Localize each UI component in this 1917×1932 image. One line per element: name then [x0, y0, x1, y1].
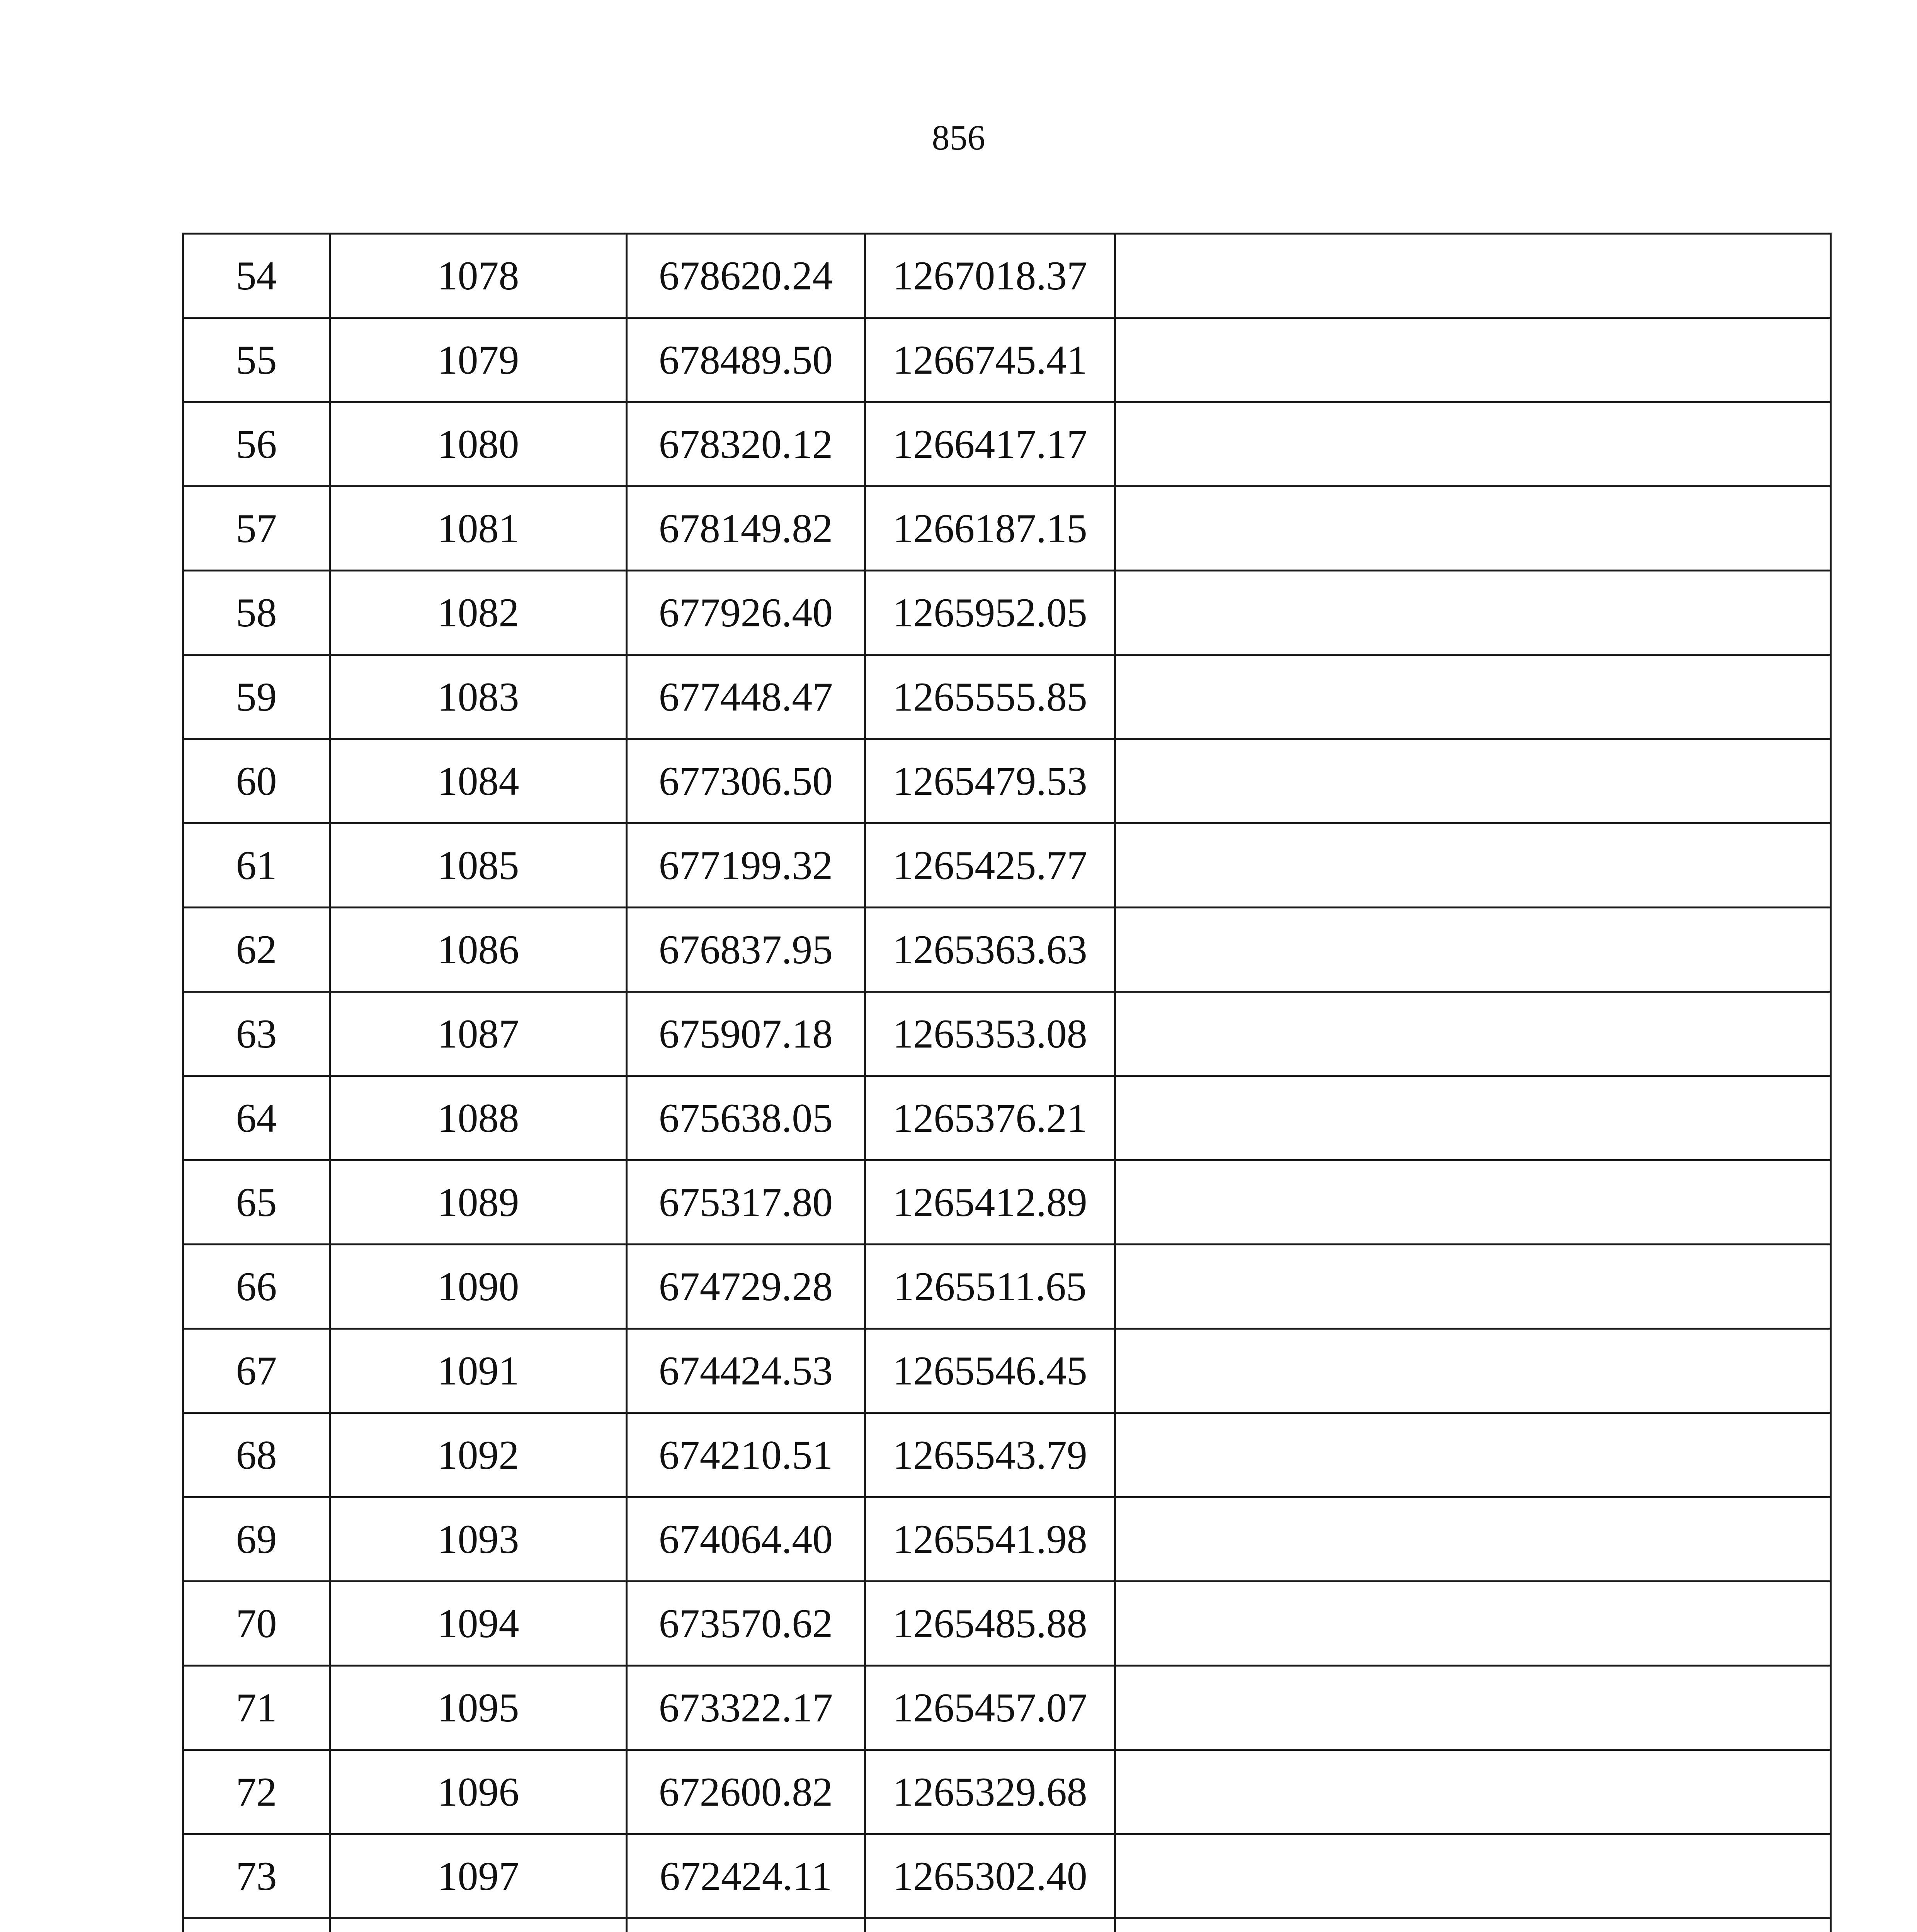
- point-number-cell: 1087: [330, 992, 627, 1076]
- table-row: [183, 1076, 1831, 1160]
- y-coordinate-cell: 1265302.40: [865, 1834, 1115, 1918]
- y-coordinate-cell: 1266187.15: [865, 486, 1115, 571]
- table-row: [183, 1834, 1831, 1918]
- point-number-cell: 1088: [330, 1076, 627, 1160]
- row-index-cell: 70: [183, 1582, 330, 1666]
- note-cell: [1115, 908, 1831, 992]
- note-cell: [1115, 1076, 1831, 1160]
- table-row: [183, 823, 1831, 908]
- note-cell: [1115, 1918, 1831, 1932]
- table-row: [183, 1750, 1831, 1834]
- y-coordinate-cell: 1265541.98: [865, 1497, 1115, 1582]
- x-coordinate-cell: [627, 1918, 865, 1932]
- note-cell: [1115, 1329, 1831, 1413]
- note-cell: [1115, 318, 1831, 402]
- row-index-cell: 62: [183, 908, 330, 992]
- row-index-cell: 64: [183, 1076, 330, 1160]
- x-coordinate-cell: 674729.28: [627, 1245, 865, 1329]
- table-row: [183, 486, 1831, 571]
- page-number: 856: [932, 118, 985, 157]
- row-index-cell: 60: [183, 739, 330, 823]
- point-number-cell: 1080: [330, 402, 627, 486]
- point-number-cell: 1095: [330, 1666, 627, 1750]
- row-index-cell: 63: [183, 992, 330, 1076]
- x-coordinate-cell: 673322.17: [627, 1666, 865, 1750]
- row-index-cell: 67: [183, 1329, 330, 1413]
- row-index-cell: 68: [183, 1413, 330, 1497]
- table-row: [183, 234, 1831, 318]
- x-coordinate-cell: 677306.50: [627, 739, 865, 823]
- table-row: [183, 1497, 1831, 1582]
- x-coordinate-cell: 675638.05: [627, 1076, 865, 1160]
- note-cell: [1115, 234, 1831, 318]
- y-coordinate-cell: [865, 1918, 1115, 1932]
- x-coordinate-cell: 673570.62: [627, 1582, 865, 1666]
- y-coordinate-cell: 1267018.37: [865, 234, 1115, 318]
- x-coordinate-cell: 678620.24: [627, 234, 865, 318]
- point-number-cell: 1090: [330, 1245, 627, 1329]
- row-index-cell: 59: [183, 655, 330, 739]
- point-number-cell: 1091: [330, 1329, 627, 1413]
- note-cell: [1115, 1497, 1831, 1582]
- table-row: [183, 655, 1831, 739]
- x-coordinate-cell: 678149.82: [627, 486, 865, 571]
- row-index-cell: 58: [183, 571, 330, 655]
- point-number-cell: 1079: [330, 318, 627, 402]
- note-cell: [1115, 1834, 1831, 1918]
- note-cell: [1115, 655, 1831, 739]
- note-cell: [1115, 1245, 1831, 1329]
- point-number-cell: [330, 1918, 627, 1932]
- note-cell: [1115, 571, 1831, 655]
- row-index-cell: 55: [183, 318, 330, 402]
- point-number-cell: 1081: [330, 486, 627, 571]
- row-index-cell: 65: [183, 1160, 330, 1245]
- note-cell: [1115, 1413, 1831, 1497]
- x-coordinate-cell: 674424.53: [627, 1329, 865, 1413]
- point-number-cell: 1083: [330, 655, 627, 739]
- row-index-cell: 73: [183, 1834, 330, 1918]
- point-number-cell: 1097: [330, 1834, 627, 1918]
- row-index-cell: 56: [183, 402, 330, 486]
- note-cell: [1115, 1160, 1831, 1245]
- row-index-cell: 71: [183, 1666, 330, 1750]
- y-coordinate-cell: 1265479.53: [865, 739, 1115, 823]
- y-coordinate-cell: 1265952.05: [865, 571, 1115, 655]
- x-coordinate-cell: 674064.40: [627, 1497, 865, 1582]
- note-cell: [1115, 486, 1831, 571]
- row-index-cell: 69: [183, 1497, 330, 1582]
- x-coordinate-cell: 678489.50: [627, 318, 865, 402]
- y-coordinate-cell: 1265363.63: [865, 908, 1115, 992]
- point-number-cell: 1086: [330, 908, 627, 992]
- y-coordinate-cell: 1265457.07: [865, 1666, 1115, 1750]
- coordinate-table-body: [183, 234, 1831, 1932]
- y-coordinate-cell: 1265546.45: [865, 1329, 1115, 1413]
- y-coordinate-cell: 1265353.08: [865, 992, 1115, 1076]
- point-number-cell: 1092: [330, 1413, 627, 1497]
- note-cell: [1115, 992, 1831, 1076]
- coordinate-table: [182, 233, 1832, 1932]
- row-index-cell: 72: [183, 1750, 330, 1834]
- x-coordinate-cell: 677926.40: [627, 571, 865, 655]
- y-coordinate-cell: 1265555.85: [865, 655, 1115, 739]
- table-row: [183, 1160, 1831, 1245]
- table-row: [183, 1413, 1831, 1497]
- point-number-cell: 1082: [330, 571, 627, 655]
- row-index-cell: 57: [183, 486, 330, 571]
- point-number-cell: 1084: [330, 739, 627, 823]
- x-coordinate-cell: 674210.51: [627, 1413, 865, 1497]
- row-index-cell: 66: [183, 1245, 330, 1329]
- point-number-cell: 1078: [330, 234, 627, 318]
- note-cell: [1115, 1582, 1831, 1666]
- y-coordinate-cell: 1265376.21: [865, 1076, 1115, 1160]
- y-coordinate-cell: 1265511.65: [865, 1245, 1115, 1329]
- point-number-cell: 1094: [330, 1582, 627, 1666]
- table-row: [183, 1582, 1831, 1666]
- x-coordinate-cell: 672600.82: [627, 1750, 865, 1834]
- x-coordinate-cell: 675317.80: [627, 1160, 865, 1245]
- point-number-cell: 1089: [330, 1160, 627, 1245]
- y-coordinate-cell: 1266417.17: [865, 402, 1115, 486]
- point-number-cell: 1085: [330, 823, 627, 908]
- row-index-cell: [183, 1918, 330, 1932]
- note-cell: [1115, 739, 1831, 823]
- x-coordinate-cell: 676837.95: [627, 908, 865, 992]
- x-coordinate-cell: 675907.18: [627, 992, 865, 1076]
- y-coordinate-cell: 1265485.88: [865, 1582, 1115, 1666]
- row-index-cell: 61: [183, 823, 330, 908]
- note-cell: [1115, 402, 1831, 486]
- y-coordinate-cell: 1266745.41: [865, 318, 1115, 402]
- table-row: [183, 908, 1831, 992]
- y-coordinate-cell: 1265543.79: [865, 1413, 1115, 1497]
- table-row: [183, 571, 1831, 655]
- y-coordinate-cell: 1265329.68: [865, 1750, 1115, 1834]
- row-index-cell: 54: [183, 234, 330, 318]
- table-row: [183, 402, 1831, 486]
- note-cell: [1115, 1750, 1831, 1834]
- table-row: [183, 739, 1831, 823]
- point-number-cell: 1093: [330, 1497, 627, 1582]
- x-coordinate-cell: 678320.12: [627, 402, 865, 486]
- table-row: [183, 1329, 1831, 1413]
- x-coordinate-cell: 677199.32: [627, 823, 865, 908]
- point-number-cell: 1096: [330, 1750, 627, 1834]
- table-row: [183, 1918, 1831, 1932]
- y-coordinate-cell: 1265425.77: [865, 823, 1115, 908]
- table-row: [183, 1666, 1831, 1750]
- table-row: [183, 1245, 1831, 1329]
- x-coordinate-cell: 672424.11: [627, 1834, 865, 1918]
- table-row: [183, 992, 1831, 1076]
- note-cell: [1115, 823, 1831, 908]
- table-row: [183, 318, 1831, 402]
- note-cell: [1115, 1666, 1831, 1750]
- x-coordinate-cell: 677448.47: [627, 655, 865, 739]
- y-coordinate-cell: 1265412.89: [865, 1160, 1115, 1245]
